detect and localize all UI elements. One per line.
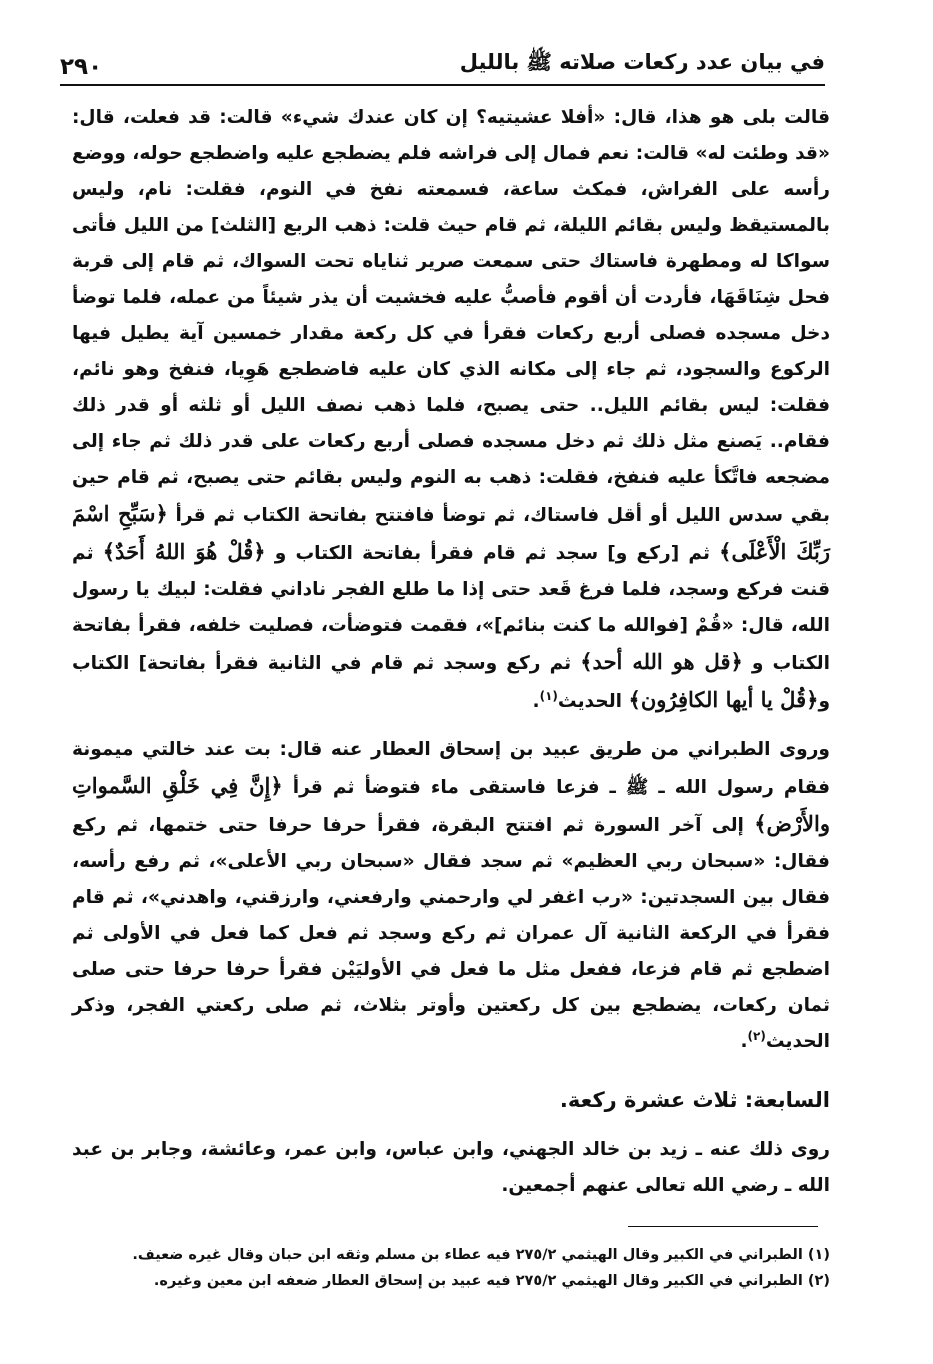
quran-verse: ﴿سَبِّحِ اسْمَ رَبِّكَ الْأَعْلَى﴾ bbox=[72, 501, 830, 564]
text-segment: قالت بلى هو هذا، قال: «أفلا عشيتيه؟ إن كان عندك شيء» قالت: قد فعلت، قال: «قد وطئت له» قالت: نعم فمال إلى فراشه فلم يضطجع عليه واضطجع حوله، ووضع رأسه على الفراش، فمكث ساعة، فسمعته نفخ في النوم، فقلت: نام، وليس بالمستيقظ وليس بقائم الليلة، ثم قام حيث قلت: ذهب الربع [الثلث] من الليل فأتى سواكا له ومطهرة فاستاك حتى سمعت صرير ثناياه تحت السواك، ثم قام إلى قربة فحل شِنَاقَهَا، فأردت أن أقوم فأصبُّ عليه فخشيت أن يذر شيئاً من عمله، فلما توضأ دخل مسجده فصلى أربع ركعات فقرأ في كل ركعة مقدار خمسين آية يطيل فيها الركوع والسجود، ثم جاء إلى مكانه الذي كان عليه فاضطجع هَوِيا، فنفخ وهو نائم، فقلت: ليس بقائم الليل.. حتى يصبح، فلما ذهب نصف الليل أو ثلثه أو قدر ذلك فقام.. يَصنع مثل ذلك ثم دخل مسجده فصلى أربع ركعات على قدر ذلك ثم جاء إلى مضجعه فاتَّكأ عليه فنفخ، فقلت: ذهب به النوم وليس بقائم حتى يصبح، ثم قام حين بقي سدس الليل أو أقل فاستاك، ثم توضأ فافتتح بفاتحة الكتاب ثم قرأ bbox=[72, 107, 830, 526]
footnote-2: (٢) الطبراني في الكبير وقال الهيثمي ٢٧٥/٢ فيه عبيد بن إسحاق العطار ضعفه ابن معين وغيره. bbox=[153, 1273, 830, 1289]
main-text bbox=[72, 100, 830, 1204]
text-segment: ثم قنت فركع وسجد، فلما فرغ قَعد حتى إذا ما طلع الفجر ناداني فقلت: لبيك يا رسول الله، قال: «قُمْ [فوالله ما كنت بنائم]»، فقمت فتوضأت، فصليت خلفه، فقرأ بفاتحة الكتاب و bbox=[72, 543, 830, 674]
text-segment: وروى الطبراني من طريق عبيد بن إسحاق العطار عنه قال: بت عند خالتي ميمونة فقام رسول الله ـ ﷺ ـ فزعا فاستقى ماء فتوضأ ثم قرأ bbox=[72, 739, 831, 798]
footnote-ref[interactable]: (٢) bbox=[747, 1028, 766, 1043]
text-segment: ثم [ركع و] سجد ثم قام فقرأ بفاتحة الكتاب و bbox=[265, 543, 720, 564]
page-header bbox=[60, 40, 825, 86]
paragraph-narrators: روى ذلك عنه ـ زيد بن خالد الجهني، وابن عباس، وابن عمر، وعائشة، وجابر بن عبد الله ـ رضي الله تعالى عنهم أجمعين. bbox=[72, 1139, 830, 1196]
section-heading: السابعة: ثلاث عشرة ركعة. bbox=[559, 1088, 830, 1112]
text-segment: . bbox=[740, 1031, 748, 1052]
text-segment: الحديث bbox=[557, 691, 629, 712]
footnote-separator bbox=[628, 1226, 818, 1227]
quran-verse: ﴿قل هو الله أحد﴾ bbox=[580, 649, 743, 674]
paragraph-tabarani-narration bbox=[72, 732, 830, 1060]
running-title: في بيان عدد ركعات صلاته ﷺ بالليل bbox=[459, 50, 825, 74]
footnote-1: (١) الطبراني في الكبير وقال الهيثمي ٢٧٥/٢ فيه عطاء بن مسلم وثقه ابن حبان وقال غيره ضعيف. bbox=[132, 1247, 830, 1263]
page-number: ٢٩٠ bbox=[60, 54, 103, 80]
paragraph-aisha-hadith bbox=[72, 100, 830, 720]
text-segment: . bbox=[532, 691, 540, 712]
footnotes bbox=[72, 1242, 830, 1294]
quran-verse: ﴿قُلْ هُوَ اللهُ أَحَدٌ﴾ bbox=[102, 539, 266, 564]
footnote-ref[interactable]: (١) bbox=[539, 688, 558, 703]
text-segment: ثم ركع وسجد ثم قام في الثانية فقرأ بفاتحة] الكتاب و bbox=[72, 653, 830, 712]
quran-verse: ﴿إِنَّ فِي خَلْقِ السَّمواتِ والأَرْض﴾ bbox=[72, 773, 830, 836]
quran-verse: ﴿قُلْ يا أيها الكافِرُون﴾ bbox=[628, 687, 819, 712]
text-segment: إلى آخر السورة ثم افتتح البقرة، فقرأ حرفا حرفا حتى ختمها، ثم ركع فقال: «سبحان ربي العظيم» ثم سجد فقال «سبحان ربي الأعلى»، ثم رفع رأسه، فقال بين السجدتين: «رب اغفر لي وارحمني وارفعني، وارزقني، واهدني»، ثم قام فقرأ في الركعة الثانية آل عمران ثم ركع وسجد ثم فعل كما فعل في الأولى ثم اضطجع ثم قام فزعا، ففعل مثل ما فعل في الأوليَيْن فقرأ حرفا حرفا حتى صلى ثمان ركعات، يضطجع بين كل ركعتين وأوتر بثلاث، ثم صلى ركعتي الفجر، وذكر الحديث bbox=[72, 815, 830, 1052]
